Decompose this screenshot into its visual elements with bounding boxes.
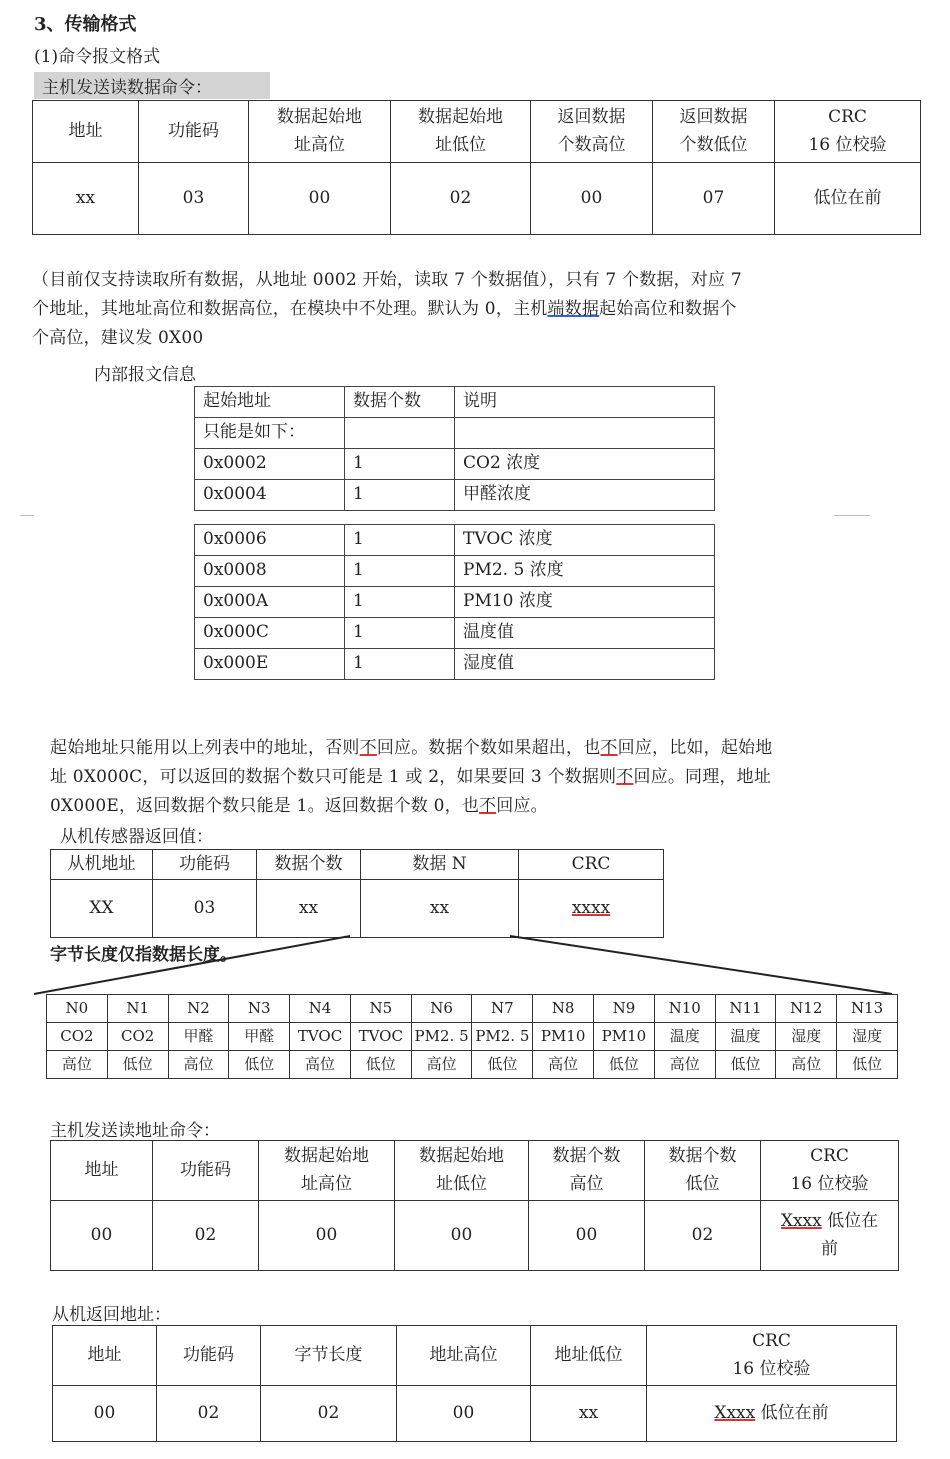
table-cell: PM10 浓度 (455, 587, 715, 618)
byte-name-cell: 甲醛 (229, 1023, 290, 1051)
table-row (195, 449, 715, 480)
slave-return-table (50, 849, 664, 938)
value-cell: 02 (153, 1201, 259, 1271)
page-break-mark (834, 515, 870, 516)
value-cell: 07 (653, 163, 775, 235)
byte-index-cell: N2 (168, 995, 229, 1023)
header-cell: 数据个数 低位 (645, 1141, 761, 1201)
header-cell: 功能码 (139, 101, 249, 163)
header-cell: 数据个数 高位 (529, 1141, 645, 1201)
value-cell: XX (51, 880, 153, 938)
table-row (195, 525, 715, 556)
addr-cmd-table (50, 1140, 899, 1271)
value-cell: 02 (261, 1386, 397, 1442)
expansion-lines (0, 930, 950, 1000)
read-cmd-value-row (33, 163, 921, 235)
table-row (53, 1386, 897, 1442)
header-cell: 返回数据 个数低位 (653, 101, 775, 163)
table-row (53, 1326, 897, 1386)
header-cell: 数据 N (361, 850, 519, 880)
table-cell: 1 (345, 618, 455, 649)
table-cell: 温度值 (455, 618, 715, 649)
table-cell (455, 418, 715, 449)
value-cell: xxxx (519, 880, 664, 938)
table-row (195, 649, 715, 680)
byte-pos-cell: 低位 (472, 1051, 533, 1079)
value-cell: xx (33, 163, 139, 235)
byte-name-cell: 湿度 (776, 1023, 837, 1051)
table-cell: TVOC 浓度 (455, 525, 715, 556)
byte-name-cell: CO2 (107, 1023, 168, 1051)
byte-pos-cell: 高位 (533, 1051, 594, 1079)
table-cell: 0x000A (195, 587, 345, 618)
table-cell: 0x0004 (195, 480, 345, 511)
byte-index-cell: N6 (411, 995, 472, 1023)
byte-index-cell: N8 (533, 995, 594, 1023)
internal-title: 内部报文信息 (94, 365, 196, 385)
header-cell: 数据个数 (257, 850, 361, 880)
table-cell: 只能是如下： (195, 418, 345, 449)
byte-pos-cell: 低位 (350, 1051, 411, 1079)
byte-name-cell: PM10 (533, 1023, 594, 1051)
byte-index-cell: N3 (229, 995, 290, 1023)
byte-name-cell: PM2. 5 (472, 1023, 533, 1051)
addr-cmd-title: 主机发送读地址命令： (50, 1121, 220, 1141)
byte-index-cell: N1 (107, 995, 168, 1023)
byte-name-cell: PM10 (594, 1023, 655, 1051)
header-cell: 功能码 (153, 850, 257, 880)
expansion-line-right (510, 936, 892, 994)
byte-pos-cell: 高位 (654, 1051, 715, 1079)
value-cell: 00 (51, 1201, 153, 1271)
byte-pos-cell: 低位 (107, 1051, 168, 1079)
byte-pos-row (47, 1051, 898, 1079)
header-cell: 从机地址 (51, 850, 153, 880)
read-cmd-table (32, 100, 921, 235)
table-cell: 0x0006 (195, 525, 345, 556)
byte-name-cell: PM2. 5 (411, 1023, 472, 1051)
byte-name-cell: CO2 (47, 1023, 108, 1051)
byte-name-cell: 甲醛 (168, 1023, 229, 1051)
data-bytes-table (46, 994, 898, 1079)
table-cell: 1 (345, 587, 455, 618)
table-row (51, 850, 664, 880)
value-cell: Xxxx 低位在前 (647, 1386, 897, 1442)
table-cell: 1 (345, 449, 455, 480)
byte-name-cell: 温度 (715, 1023, 776, 1051)
header-cell: 地址高位 (397, 1326, 531, 1386)
value-cell: 02 (157, 1386, 261, 1442)
header-cell: CRC 16 位校验 (647, 1326, 897, 1386)
header-cell: 功能码 (157, 1326, 261, 1386)
header-cell: 数据起始地 址高位 (259, 1141, 395, 1201)
page-break-mark (20, 515, 34, 516)
table-row (51, 880, 664, 938)
byte-index-cell: N9 (594, 995, 655, 1023)
table-row (195, 480, 715, 511)
table-row (51, 1141, 899, 1201)
header-cell: 说明 (455, 387, 715, 418)
internal-table-a (194, 386, 715, 511)
byte-name-row (47, 1023, 898, 1051)
header-cell: 返回数据 个数高位 (531, 101, 653, 163)
header-cell: 数据起始地 址高位 (249, 101, 391, 163)
internal-table-b (194, 524, 715, 680)
header-cell: 功能码 (153, 1141, 259, 1201)
header-cell: 地址 (51, 1141, 153, 1201)
note1-paragraph: （目前仅支持读取所有数据，从地址 0002 开始，读取 7 个数据值），只有 7 个数据，对应 7 个地址，其地址高位和数据高位，在模块中不处理。默认为 0，主机端数据起始高位和数据个 个高位，建议发 0X00 (32, 270, 742, 348)
byte-pos-cell: 高位 (411, 1051, 472, 1079)
header-cell: 数据起始地 址低位 (391, 101, 531, 163)
table-cell: 甲醛浓度 (455, 480, 715, 511)
header-cell: CRC (519, 850, 664, 880)
byte-pos-cell: 低位 (229, 1051, 290, 1079)
value-cell: 00 (259, 1201, 395, 1271)
header-cell: CRC 16 位校验 (775, 101, 921, 163)
value-cell: xx (257, 880, 361, 938)
value-cell: 02 (391, 163, 531, 235)
byte-index-cell: N13 (837, 995, 898, 1023)
table-cell: 0x000C (195, 618, 345, 649)
byte-pos-cell: 低位 (715, 1051, 776, 1079)
table-row (195, 618, 715, 649)
value-cell: 00 (529, 1201, 645, 1271)
table-row (195, 556, 715, 587)
table-row (195, 387, 715, 418)
header-cell: 地址低位 (531, 1326, 647, 1386)
byte-pos-cell: 高位 (168, 1051, 229, 1079)
value-cell: 00 (53, 1386, 157, 1442)
byte-pos-cell: 高位 (290, 1051, 351, 1079)
byte-index-cell: N10 (654, 995, 715, 1023)
byte-index-cell: N11 (715, 995, 776, 1023)
table-cell: 0x000E (195, 649, 345, 680)
value-cell: xx (361, 880, 519, 938)
note2-paragraph: 起始地址只能用以上列表中的地址，否则不回应。数据个数如果超出，也不回应，比如，起始地 址 0X000C，可以返回的数据个数只可能是 1 或 2，如果要回 3 个数据则不回应。同理，地址 0X000E，返回数据个数只能是 1。返回数据个数 0，也不回应。 (50, 738, 773, 816)
value-cell: 低位在前 (775, 163, 921, 235)
section-heading: 3、传输格式 (34, 14, 137, 35)
header-cell: 地址 (33, 101, 139, 163)
byte-index-cell: N5 (350, 995, 411, 1023)
table-cell: 1 (345, 649, 455, 680)
table-cell: 1 (345, 480, 455, 511)
byte-pos-cell: 低位 (837, 1051, 898, 1079)
table-cell (345, 418, 455, 449)
addr-return-title: 从机返回地址： (52, 1305, 171, 1325)
subheading: (1)命令报文格式 (34, 47, 161, 67)
table-cell: 湿度值 (455, 649, 715, 680)
byte-pos-cell: 低位 (594, 1051, 655, 1079)
byte-pos-cell: 高位 (776, 1051, 837, 1079)
table-cell: 1 (345, 556, 455, 587)
byte-name-cell: TVOC (350, 1023, 411, 1051)
header-cell: 字节长度 (261, 1326, 397, 1386)
expansion-line-left (34, 936, 350, 994)
byte-note: 字节长度仅指数据长度。 (50, 945, 237, 965)
header-cell: 数据起始地 址低位 (395, 1141, 529, 1201)
header-cell: 地址 (53, 1326, 157, 1386)
header-cell: 起始地址 (195, 387, 345, 418)
byte-name-cell: TVOC (290, 1023, 351, 1051)
table-cell: 0x0008 (195, 556, 345, 587)
value-cell: 00 (531, 163, 653, 235)
header-cell: CRC 16 位校验 (761, 1141, 899, 1201)
value-cell: 00 (397, 1386, 531, 1442)
value-cell: 02 (645, 1201, 761, 1271)
value-cell: 00 (249, 163, 391, 235)
byte-index-cell: N4 (290, 995, 351, 1023)
value-cell: Xxxx 低位在 前 (761, 1201, 899, 1271)
read-cmd-header-row (33, 101, 921, 163)
byte-name-cell: 温度 (654, 1023, 715, 1051)
byte-pos-cell: 高位 (47, 1051, 108, 1079)
read-cmd-title: 主机发送读数据命令： (34, 72, 270, 99)
byte-index-cell: N7 (472, 995, 533, 1023)
table-row (195, 587, 715, 618)
table-row (51, 1201, 899, 1271)
byte-index-cell: N12 (776, 995, 837, 1023)
byte-name-cell: 湿度 (837, 1023, 898, 1051)
table-cell: CO2 浓度 (455, 449, 715, 480)
addr-return-table (52, 1325, 897, 1442)
value-cell: 03 (139, 163, 249, 235)
byte-index-cell: N0 (47, 995, 108, 1023)
table-cell: PM2. 5 浓度 (455, 556, 715, 587)
header-cell: 数据个数 (345, 387, 455, 418)
table-row (195, 418, 715, 449)
slave-return-title: 从机传感器返回值： (60, 827, 213, 847)
table-cell: 1 (345, 525, 455, 556)
value-cell: 03 (153, 880, 257, 938)
table-cell: 0x0002 (195, 449, 345, 480)
byte-index-row (47, 995, 898, 1023)
value-cell: xx (531, 1386, 647, 1442)
value-cell: 00 (395, 1201, 529, 1271)
